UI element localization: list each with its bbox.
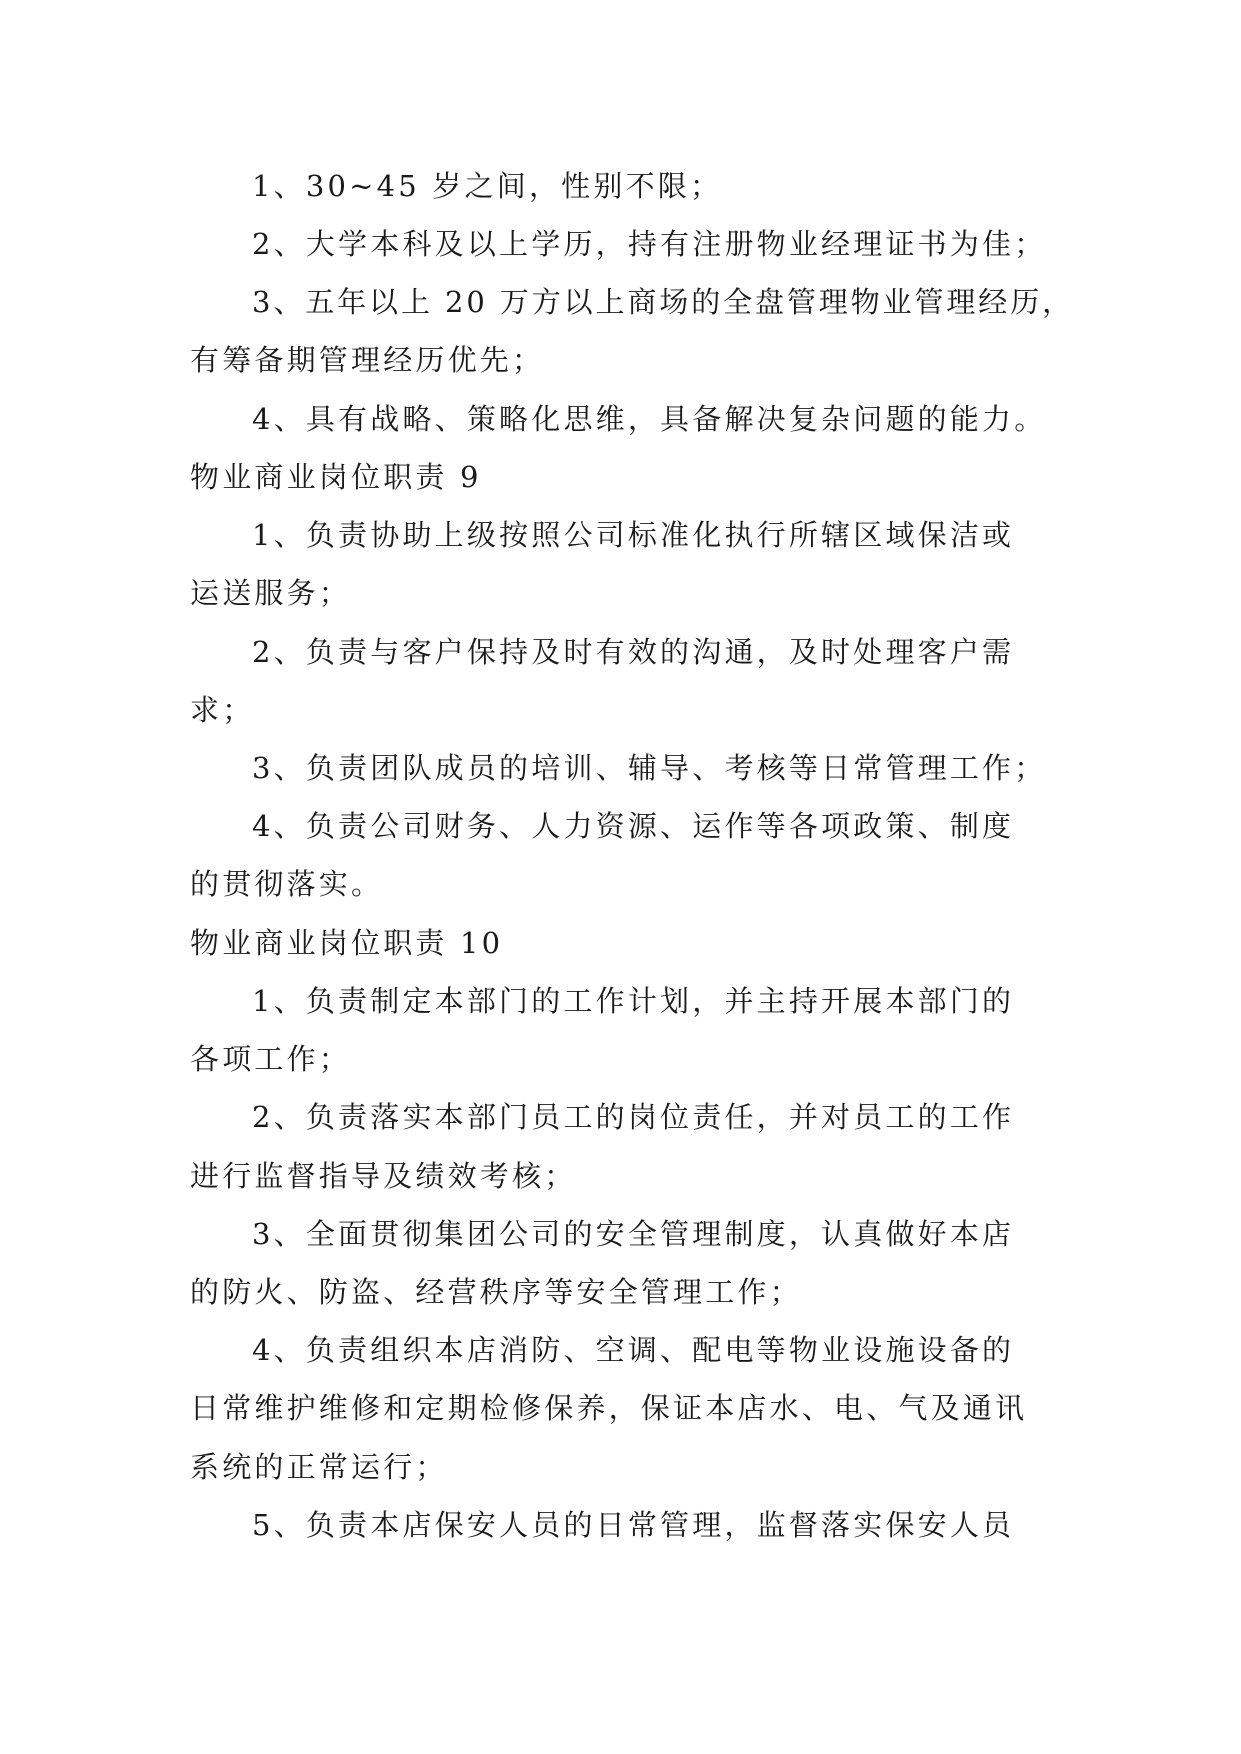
body-line: 5、负责本店保安人员的日常管理，监督落实保安人员 [252,1508,1015,1542]
body-line: 3、全面贯彻集团公司的安全管理制度，认真做好本店 [252,1217,1015,1251]
body-line: 的防火、防盗、经营秩序等安全管理工作； [190,1275,802,1309]
body-line: 1、30~45 岁之间，性别不限； [252,169,723,203]
body-line: 4、具有战略、策略化思维，具备解决复杂问题的能力。 [252,402,1047,436]
body-line: 2、负责落实本部门员工的岗位责任，并对员工的工作 [252,1100,1015,1134]
body-line: 4、负责公司财务、人力资源、运作等各项政策、制度 [252,809,1015,843]
body-line: 1、负责制定本部门的工作计划，并主持开展本部门的 [252,984,1015,1018]
body-line: 各项工作； [190,1042,352,1076]
body-line: 系统的正常运行； [190,1450,448,1484]
body-line: 3、负责团队成员的培训、辅导、考核等日常管理工作； [252,751,1047,785]
body-line: 3、五年以上 20 万方以上商场的全盘管理物业管理经历， [252,285,1074,319]
body-line: 运送服务； [190,576,352,610]
body-line: 日常维护维修和定期检修保养，保证本店水、电、气及通讯 [190,1391,1028,1425]
body-line: 的贯彻落实。 [190,867,384,901]
body-line: 有筹备期管理经历优先； [190,343,545,377]
section-heading: 物业商业岗位职责 9 [190,460,482,494]
body-line: 4、负责组织本店消防、空调、配电等物业设施设备的 [252,1333,1015,1367]
body-line: 2、大学本科及以上学历，持有注册物业经理证书为佳； [252,227,1047,261]
body-line: 进行监督指导及绩效考核； [190,1159,577,1193]
body-line: 1、负责协助上级按照公司标准化执行所辖区域保洁或 [252,518,1015,552]
body-line: 2、负责与客户保持及时有效的沟通，及时处理客户需 [252,635,1015,669]
body-line: 求； [190,693,255,727]
section-heading: 物业商业岗位职责 10 [190,926,504,960]
